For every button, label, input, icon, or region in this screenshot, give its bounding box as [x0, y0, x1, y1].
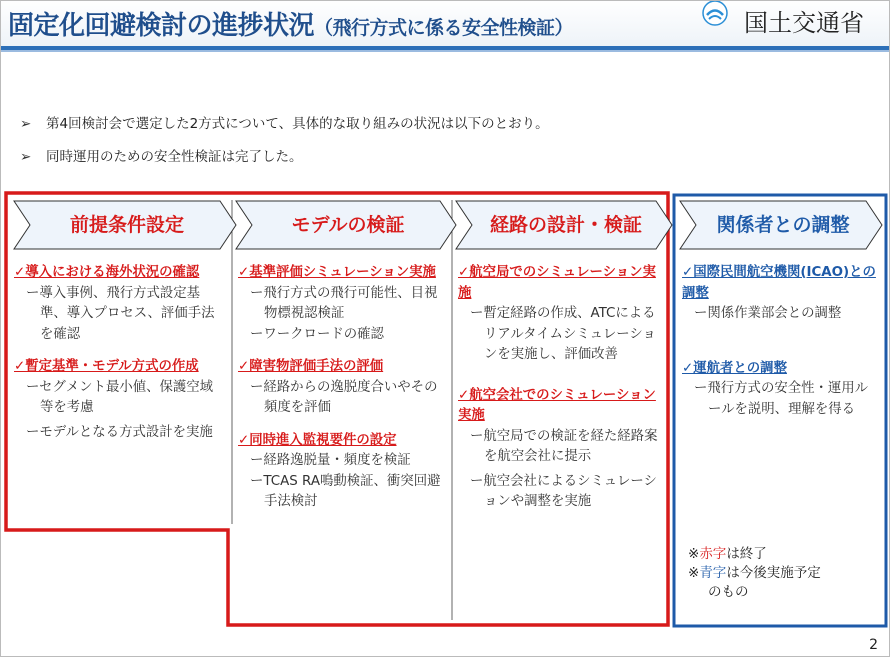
bullet-arrow-icon: ➢ — [20, 149, 32, 165]
list-item: ー関係作業部会との調整 — [694, 306, 842, 321]
section-heading: ✓障害物評価手法の評価 — [238, 359, 384, 374]
section-heading: ✓基準評価シミュレーション実施 — [238, 265, 436, 280]
list-item: ー航空会社によるシミュレーションや調整を実施 — [470, 473, 657, 509]
column-route-design — [458, 263, 660, 513]
section-heading: ✓運航者との調整 — [682, 360, 787, 376]
section-heading: ✓導入における海外状況の確認 — [14, 265, 200, 280]
legend-line-1 — [688, 545, 821, 564]
page-subtitle: （飛行方式に係る安全性検証） — [314, 17, 574, 39]
list-item: ー経路からの逸脱度合いやその頻度を評価 — [250, 379, 438, 415]
section-heading: ✓航空局でのシミュレーション実施 — [458, 265, 656, 301]
bullet-2-text: 同時運用のための安全性検証は完了した。 — [46, 149, 303, 165]
column-prerequisites — [14, 263, 220, 443]
list-item: ー飛行方式の飛行可能性、目視物標視認検証 — [250, 285, 438, 321]
section-heading: ✓同時進入監視要件の設定 — [238, 432, 397, 448]
list-item: ー暫定経路の作成、ATCによるリアルタイムシミュレーションを実施し、評価改善 — [470, 306, 656, 362]
list-item: ーモデルとなる方式設計を実施 — [26, 424, 213, 440]
bullet-1-text: 第4回検討会で選定した2方式について、具体的な取り組みの状況は以下のとおり。 — [46, 116, 549, 132]
page-number: 2 — [869, 637, 878, 653]
list-item: ーワークロードの確認 — [250, 326, 384, 342]
section-heading: ✓暫定基準・モデル方式の作成 — [14, 359, 199, 374]
list-item: ーTCAS RA鳴動検証、衝突回避手法検討 — [250, 473, 441, 509]
legend-mark: ※ — [688, 546, 700, 562]
list-item: ー航空局での検証を経た経路案を航空会社に提示 — [470, 428, 658, 464]
list-item: ー経路逸脱量・頻度を検証 — [250, 453, 411, 468]
chevron-label-2: モデルの検証 — [291, 214, 405, 236]
ministry-name: 国土交通省 — [744, 9, 864, 37]
chevron-label-4: 関係者との調整 — [716, 214, 850, 236]
column-model-verification — [238, 263, 444, 513]
page-title-main: 固定化回避検討の進捗状況 — [8, 11, 315, 41]
list-item: ー飛行方式の安全性・運用ルールを説明、理解を得る — [694, 381, 869, 417]
legend-text: は終了 — [726, 546, 767, 562]
section-heading: ✓国際民間航空機関(ICAO)との調整 — [682, 265, 876, 301]
list-item: ーセグメント最小値、保護空域等を考慮 — [26, 379, 214, 415]
section-heading: ✓航空会社でのシミュレーション実施 — [458, 387, 656, 423]
legend-line-2 — [688, 564, 821, 583]
chevron-label-3: 経路の設計・検証 — [489, 214, 642, 236]
legend-red-text: 赤字 — [699, 546, 727, 562]
bullet-arrow-icon: ➢ — [20, 116, 32, 132]
legend-line-3: のもの — [708, 584, 749, 600]
column-stakeholder-coordination — [682, 263, 880, 420]
chevron-label-1: 前提条件設定 — [69, 214, 184, 236]
legend-note — [688, 545, 821, 602]
legend-blue-text: 青字 — [699, 565, 727, 581]
legend-mark: ※ — [688, 565, 700, 581]
legend-text: は今後実施予定 — [726, 565, 821, 581]
list-item: ー導入事例、飛行方式設定基準、導入プロセス、評価手法を確認 — [26, 285, 215, 342]
